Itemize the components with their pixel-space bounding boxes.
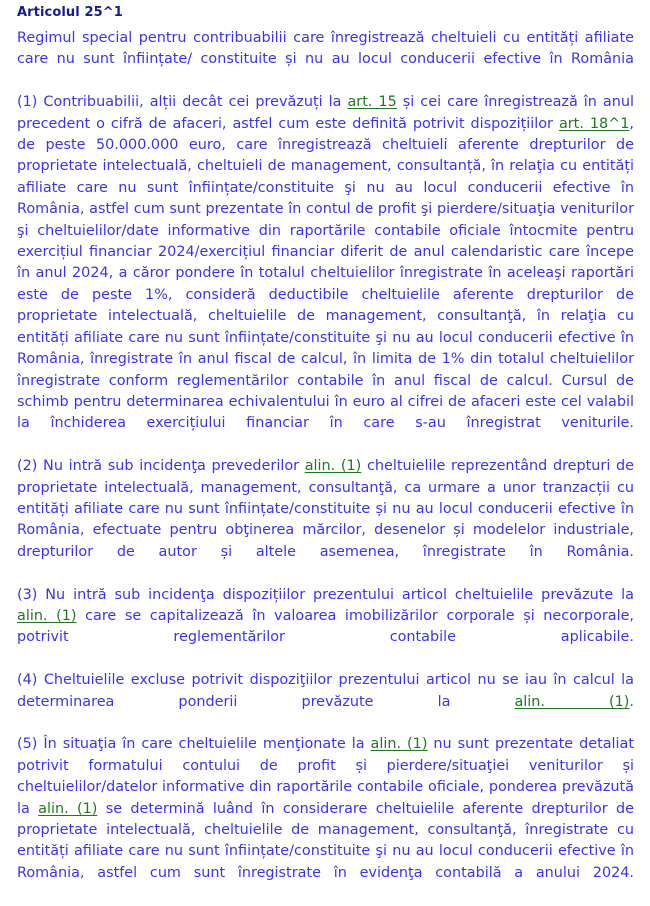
paragraph-alin-1: (1) Contribuabilii, alții decât cei prevăzuți la art. 15 și cei care înregistrează în anul precedent o cifră de afaceri, astfel cum este definită potrivit dispozițiilor art. 18^1, de peste 50.000.000 euro, care înregistrează cheltuieli aferente drepturilor de proprietate intelectuală, cheltuieli de management, consultanță, în relaţia cu entități afiliate care nu sunt înființate/constituite şi nu au locul conducerii efective în România, astfel cum sunt prezentate în contul de profit şi pierdere/situaţia veniturilor şi cheltuielilor/date informative din raportările contabile oficiale întocmite pentru exercițiul financiar 2024/exercițiul financiar diferit de anul calendaristic care începe în anul 2024, a căror pondere în totalul cheltuielilor înregistrate în aceleaşi raportări este de peste 1%, consideră deductibile cheltuielile aferente drepturilor de proprietate intelectuală, cheltuielile de management, consultanţă, în relaţia cu entități afiliate care nu sunt înființate/constituite şi nu au locul conducerii efective în România, înregistrate în anul fiscal de calcul, în limita de 1% din totalul cheltuielilor înregistrate conform reglementărilor contabile în anul fiscal de calcul. Cursul de schimb pentru determinarea echivalentului în euro al cifrei de afaceri este cel valabil la închiderea exercițiului financiar în care s-au înregistrat veniturile.	[17, 94, 634, 432]
paragraph-alin-4: (4) Cheltuielile excluse potrivit dispoziţiilor prezentului articol nu se iau în calcul la determinarea ponderii prevăzute la alin. (1).	[17, 672, 634, 710]
reference-link[interactable]: art. 15	[347, 94, 397, 111]
paragraph-alin-2: (2) Nu intră sub incidenţa prevederilor alin. (1) cheltuielile reprezentând drepturi de proprietate intelectuală, management, consultanţă, ca urmare a unor tranzacții cu entități afiliate care nu sunt înființate/constituite și nu au locul conducerii efective în România, efectuate pentru obţinerea mărcilor, desenelor și modelelor industriale, drepturilor de autor și altele asemenea, înregistrate în România.	[17, 458, 634, 560]
reference-link[interactable]: alin. (1)	[370, 736, 428, 753]
paragraph-alin-3: (3) Nu intră sub incidenţa dispozițiilor prezentului articol cheltuielile prevăzute la alin. (1) care se capitalizează în valoarea imobilizărilor corporale și necorporale, potrivit reglementărilor contabile aplicabile.	[17, 586, 634, 646]
reference-link[interactable]: alin. (1)	[38, 800, 98, 817]
reference-link[interactable]: alin. (1)	[514, 693, 630, 710]
article-body	[17, 28, 634, 906]
page-title: Articolul 25^1	[17, 5, 123, 20]
reference-link[interactable]: alin. (1)	[304, 458, 362, 475]
article-lead-paragraph: Regimul special pentru contribuabilii care înregistrează cheltuieli cu entități afiliate care nu sunt înființate/ constituite și nu au locul conducerii efective în România	[17, 30, 634, 68]
reference-link[interactable]: alin. (1)	[17, 607, 77, 624]
paragraph-alin-5: (5) În situaţia în care cheltuielile menţionate la alin. (1) nu sunt prezentate detaliat potrivit formatului contului de profit și pierdere/situaţiei veniturilor și cheltuielilor/datelor informative din raportările contabile oficiale, ponderea prevăzută la alin. (1) se determină luând în considerare cheltuielile aferente drepturilor de proprietate intelectuală, cheltuielile de management, consultanţă, înregistrate cu entități afiliate care nu sunt înființate/constituite şi nu au locul conducerii efective în România, astfel cum sunt înregistrate în evidenţa contabilă a anului 2024.	[17, 736, 634, 881]
reference-link[interactable]: art. 18^1	[558, 115, 630, 132]
